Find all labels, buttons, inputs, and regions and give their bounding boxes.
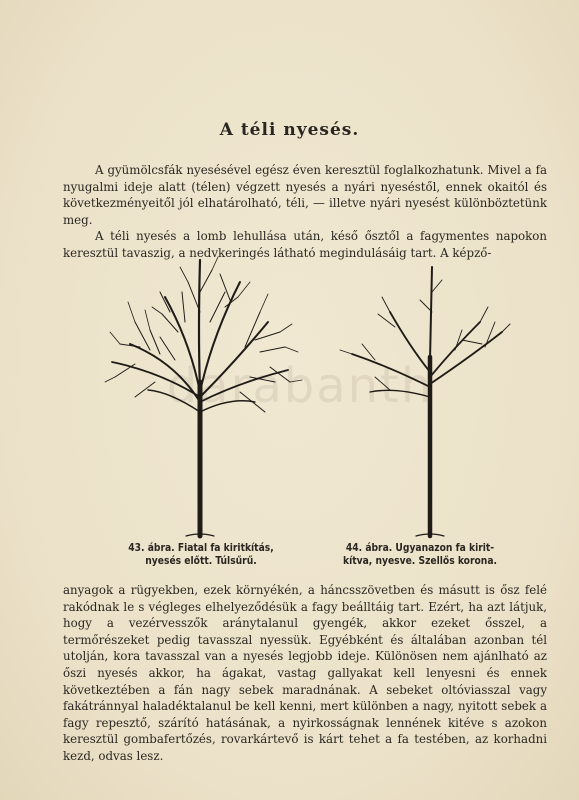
intro-text — [63, 162, 547, 262]
thinned-tree-illustration — [340, 267, 510, 536]
paragraph-3: anyagok a rügyekben, ezek környékén, a háncsszövetben és másutt is ősz felé rakódnak le s végleges elhelyeződésük a fagy beálltáig tart. Ezért, ha azt látjuk, hogy a vezérvesszők aránytalanul gyengék, akkor ezeket ősszel, a termőrészeket pedig tavasszal nyessük. Egyébként és általában azonban tél utolján, kora tavasszal van a nyesés legjobb ideje. Különösen nem ajánlható az őszi nyesés akkor, ha ágakat, vastag gallyakat kell lenyesni és ennek következtében a fán nagy sebek maradnának. A sebeket oltóviasszal vagy fakátránnyal haladéktalanul be kell kenni, mert különben a nagy, nyitott sebek a fagy repesztő, szárító hatásának, a nyirkosságnak lennének kitéve s azokon keresztül gombafertőzés, rovarkártevő is kárt tehet a fa testében, az korhadni kezd, odvas lesz. — [63, 583, 547, 763]
figure-44-caption — [332, 542, 508, 568]
figure-43-caption — [112, 542, 290, 568]
dense-tree-illustration — [105, 257, 302, 536]
caption-line: nyesés előtt. Túlsűrű. — [145, 556, 257, 567]
caption-line: kítva, nyesve. Szellős korona. — [343, 556, 497, 567]
paragraph-1: A gyümölcsfák nyesésével egész éven keresztül foglalkozhatunk. Mivel a fa nyugalmi ideje alatt (télen) végzett nyesés a nyári nyeséstől, ennek okaitól és következményeitől jól elhatárolható, téli, — illetve nyári nyesést különböztetünk meg. — [63, 163, 547, 227]
page-title: A téli nyesés. — [219, 120, 360, 140]
tree-illustrations — [90, 252, 520, 540]
paragraph-2: A téli nyesés a lomb lehullása után, késő ősztől a fagymentes napokon keresztül tavaszig, a nedvkeringés látható megindulásáig tart. A képző- — [63, 229, 547, 260]
caption-line: 44. ábra. Ugyanazon fa kirit- — [345, 543, 495, 554]
body-text — [63, 582, 547, 765]
caption-line: 43. ábra. Fiatal fa kiritkítás, — [128, 543, 274, 554]
watermark: darabanth — [166, 358, 434, 414]
